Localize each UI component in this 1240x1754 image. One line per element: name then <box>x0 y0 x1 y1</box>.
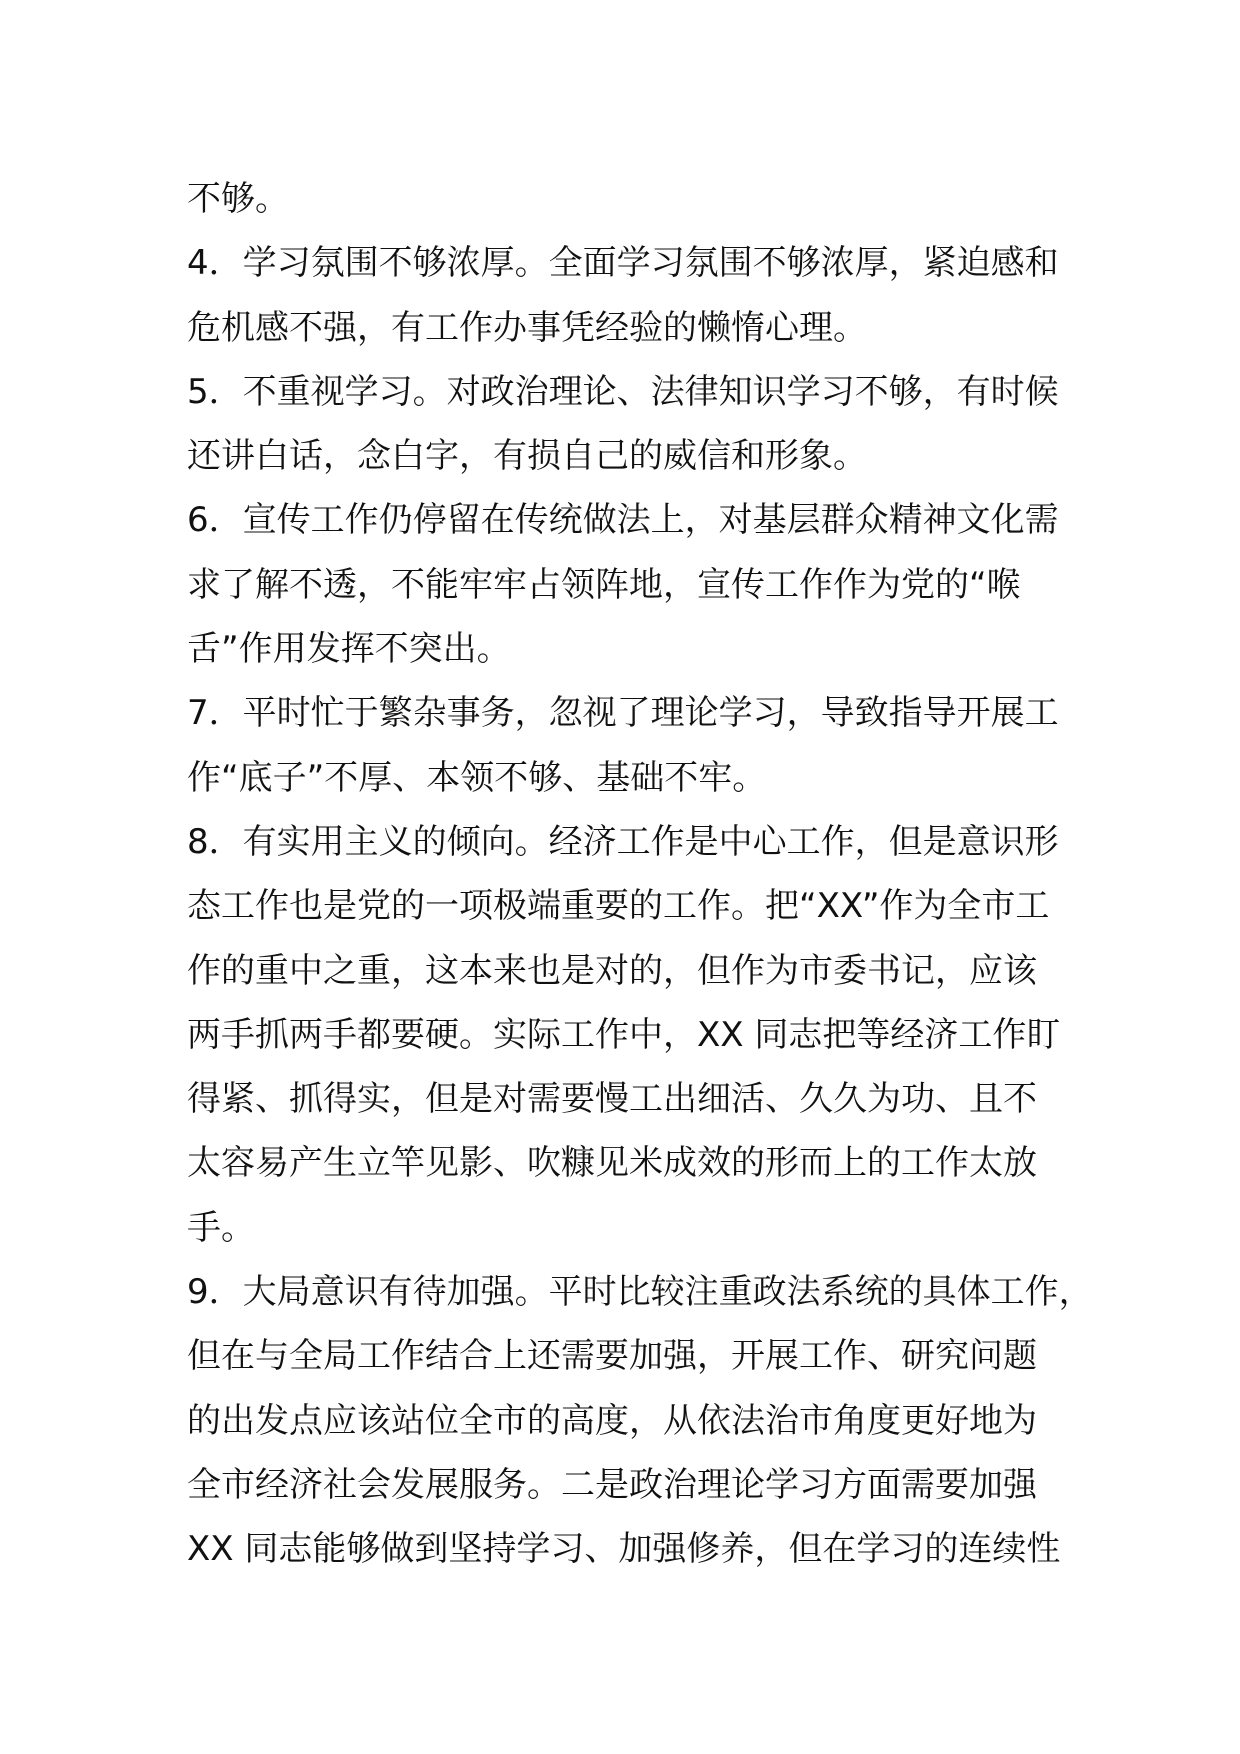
text-line: 8．有实用主义的倾向。经济工作是中心工作，但是意识形 <box>187 821 1059 862</box>
text-line: 9．大局意识有待加强。平时比较注重政法系统的具体工作， <box>187 1272 1093 1313</box>
text-line: 6．宣传工作仍停留在传统做法上，对基层群众精神文化需 <box>187 500 1059 541</box>
text-line: 两手抓两手都要硬。实际工作中，XX 同志把等经济工作盯 <box>187 1014 1061 1055</box>
text-line: 太容易产生立竿见影、吹糠见米成效的形而上的工作太放 <box>187 1143 1037 1184</box>
text-line: 危机感不强，有工作办事凭经验的懒惰心理。 <box>187 307 867 348</box>
text-line: 得紧、抓得实，但是对需要慢工出细活、久久为功、且不 <box>187 1079 1037 1120</box>
text-line: 5．不重视学习。对政治理论、法律知识学习不够，有时候 <box>187 371 1059 412</box>
text-line: 但在与全局工作结合上还需要加强，开展工作、研究问题 <box>187 1336 1037 1377</box>
text-line: 求了解不透，不能牢牢占领阵地，宣传工作作为党的“喉 <box>187 564 1021 605</box>
text-line: 舌”作用发挥不突出。 <box>187 629 511 670</box>
text-line: 4．学习氛围不够浓厚。全面学习氛围不够浓厚，紧迫感和 <box>187 243 1059 284</box>
text-line: 全市经济社会发展服务。二是政治理论学习方面需要加强 <box>187 1464 1037 1505</box>
text-line: 还讲白话，念白字，有损自己的威信和形象。 <box>187 436 867 477</box>
text-line: 手。 <box>187 1207 255 1248</box>
text-line: 作“底子”不厚、本领不够、基础不牢。 <box>187 757 767 798</box>
text-line: 不够。 <box>187 179 289 219</box>
text-line: 态工作也是党的一项极端重要的工作。把“XX”作为全市工 <box>187 886 1050 927</box>
document-body <box>187 167 1093 1582</box>
text-line: XX 同志能够做到坚持学习、加强修养，但在学习的连续性 <box>187 1529 1061 1570</box>
text-line: 7．平时忙于繁杂事务，忽视了理论学习，导致指导开展工 <box>187 693 1059 734</box>
text-line: 的出发点应该站位全市的高度，从依法治市角度更好地为 <box>187 1400 1037 1441</box>
text-line: 作的重中之重，这本来也是对的，但作为市委书记，应该 <box>187 950 1037 991</box>
